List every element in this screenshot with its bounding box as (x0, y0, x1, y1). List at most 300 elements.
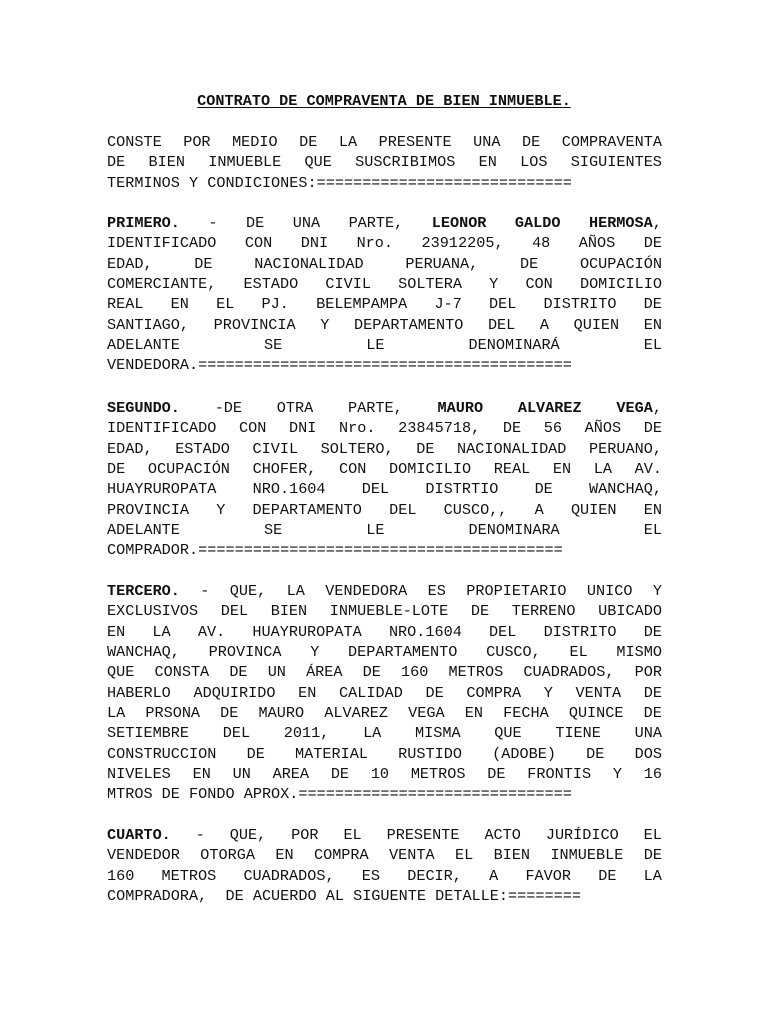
word-text: PRESENTE (378, 133, 452, 151)
word-text: SIGUIENTES (570, 153, 662, 172)
text-word (152, 622, 170, 642)
word-text: SOLTERO, (320, 439, 394, 458)
word-text: TERRENO (511, 602, 576, 621)
word-text: DE (643, 846, 662, 865)
text-word (107, 479, 216, 499)
word-text: OTORGA (200, 846, 255, 865)
text-word (426, 683, 444, 703)
text-word (644, 703, 662, 723)
word-text: DISTRTIO (425, 480, 499, 499)
text-word (107, 173, 572, 193)
word-text: UN (232, 765, 251, 784)
word-text: EN (552, 460, 572, 479)
text-word (363, 662, 381, 682)
text-word (348, 642, 457, 662)
word-text: CONSTRUCCION (107, 744, 217, 763)
text-word (525, 866, 571, 886)
text-word (520, 254, 538, 274)
document-title: CONTRATO DE COMPRAVENTA DE BIEN INMUEBLE. (197, 92, 571, 110)
text-word (107, 845, 180, 865)
word-text: -DE (214, 399, 243, 417)
word-text: VENTA (575, 683, 622, 702)
word-text: (ADOBE) (492, 744, 556, 763)
word-text: CIVIL (325, 275, 371, 294)
word-text: PROVINCA (208, 643, 282, 662)
text-line (107, 784, 662, 804)
word-text: DE (586, 744, 605, 763)
text-word (546, 825, 619, 845)
word-text: A (539, 315, 549, 334)
word-text: MATERIAL (295, 744, 368, 763)
text-word (416, 439, 434, 459)
text-word (484, 825, 520, 845)
text-word (428, 581, 446, 601)
word-text: DENOMINARA (468, 521, 560, 540)
word-text: WANCHAQ, (589, 480, 662, 499)
word-text: DE (598, 866, 617, 885)
text-line (107, 703, 662, 723)
word-text: QUE (107, 663, 135, 682)
word-text: UNA (292, 214, 321, 232)
text-word (555, 723, 601, 743)
word-text: UNA (473, 133, 501, 151)
text-word (264, 335, 282, 355)
text-word (644, 845, 662, 865)
text-word (425, 479, 498, 499)
word-text: 16 (643, 765, 662, 784)
text-word (209, 642, 282, 662)
text-word (522, 132, 540, 152)
text-word (259, 703, 305, 723)
text-word (320, 315, 329, 335)
word-text: DE (521, 133, 541, 151)
bold-text (107, 398, 180, 418)
text-line (107, 845, 662, 865)
text-word (487, 764, 505, 784)
text-word (253, 459, 317, 479)
word-text: AV. (197, 622, 226, 641)
word-text: PROPIETARIO (466, 582, 567, 600)
text-line (107, 315, 662, 335)
word-text: QUE, (229, 582, 267, 600)
text-word (466, 683, 521, 703)
word-text: DEPARTAMENTO (353, 315, 464, 334)
word-text: METROS (448, 663, 504, 682)
word-text: ESTADO (243, 275, 299, 294)
word-text: EN (643, 315, 662, 334)
word-text: VENDEDORA.========================================= (107, 356, 572, 375)
text-word (387, 825, 460, 845)
word-text: CUARTO. (107, 826, 171, 844)
word-text: BELEMPAMPA (316, 295, 408, 314)
word-text: INMUEBLE (550, 846, 624, 865)
text-word (644, 683, 662, 703)
word-text: - (208, 214, 218, 232)
text-word (295, 744, 368, 764)
text-line (107, 233, 662, 253)
bold-text (515, 213, 561, 233)
word-text: 23845718, (398, 419, 481, 438)
word-text: 2011, (283, 724, 330, 743)
text-word (215, 398, 242, 418)
text-word (262, 294, 289, 314)
word-text: LA (107, 704, 126, 723)
word-text: DOMICILIO (389, 460, 472, 479)
text-word (198, 622, 225, 642)
text-word (287, 581, 305, 601)
word-text: QUINCE (568, 704, 624, 723)
text-word (389, 845, 435, 865)
word-text: DE (487, 765, 506, 784)
word-text: DISTRITO (543, 295, 617, 314)
word-text: WANCHAQ, (107, 643, 180, 662)
word-text: PROVINCIA (213, 315, 296, 334)
word-text: HUAYRUROPATA (107, 480, 217, 499)
text-word (107, 662, 134, 682)
text-word (544, 622, 617, 642)
word-text: METROS (410, 765, 466, 784)
text-word (304, 152, 331, 172)
word-text: FRONTIS (527, 765, 592, 784)
word-text: A (534, 500, 544, 519)
text-word (171, 294, 189, 314)
text-line (107, 601, 662, 621)
word-text: EL (216, 295, 235, 314)
text-word (253, 479, 326, 499)
word-text: DE (416, 439, 435, 458)
text-word (489, 294, 516, 314)
word-text: 160 (107, 866, 135, 885)
text-word (325, 581, 407, 601)
text-word (371, 764, 389, 784)
word-text: JURÍDICO (545, 826, 619, 844)
text-word (107, 254, 153, 274)
text-word (107, 642, 180, 662)
word-text: OTRA (276, 399, 314, 417)
text-word (644, 233, 662, 253)
text-line (107, 744, 662, 764)
text-word (492, 744, 556, 764)
text-word (107, 294, 143, 314)
text-word (306, 662, 342, 682)
word-text: DE (643, 622, 662, 641)
text-word (362, 479, 389, 499)
text-word (149, 152, 185, 172)
word-text: TIENE (555, 724, 601, 743)
word-text: CIVIL (252, 439, 299, 458)
text-word (576, 683, 622, 703)
word-text: EL (643, 521, 662, 540)
text-word (598, 601, 662, 621)
word-text: HABERLO (107, 683, 171, 702)
text-word (247, 744, 265, 764)
word-text: EN (275, 846, 294, 865)
text-line (107, 459, 662, 479)
word-text: LE (366, 336, 385, 355)
word-text: DEL (361, 480, 390, 499)
word-text: SE (263, 521, 283, 540)
text-word (275, 845, 293, 865)
text-word (357, 233, 393, 253)
text-word (569, 642, 587, 662)
text-word (488, 315, 515, 335)
word-text: NRO.1604 (388, 622, 462, 641)
text-word (586, 744, 604, 764)
word-text: REAL (493, 460, 531, 479)
text-word (339, 418, 375, 438)
text-word (299, 132, 317, 152)
text-word (107, 315, 189, 335)
word-text: FECHA (503, 704, 549, 723)
text-word (520, 152, 547, 172)
word-text: DE (107, 153, 126, 172)
word-text: CON (239, 419, 267, 438)
word-text: CUSCO, (486, 643, 541, 662)
text-word (349, 213, 404, 233)
word-text: EDAD, (107, 439, 153, 458)
word-text: OCUPACIÓN (147, 460, 230, 479)
text-line (107, 683, 662, 703)
text-word (194, 254, 212, 274)
text-word (473, 132, 500, 152)
word-text: EXCLUSIVOS (107, 602, 199, 621)
word-text: REAL (107, 295, 144, 314)
word-text: QUE (494, 724, 522, 743)
text-word (494, 459, 530, 479)
text-word (252, 439, 298, 459)
text-word (644, 418, 662, 438)
word-text: CONSTA (154, 663, 210, 682)
text-word (196, 825, 205, 845)
text-word (635, 459, 662, 479)
word-text: SUSCRIBIMOS (355, 153, 456, 172)
bold-text (518, 398, 582, 418)
word-text: DOS (634, 744, 662, 763)
text-word (107, 764, 171, 784)
text-word (232, 132, 278, 152)
text-word (107, 500, 189, 520)
word-text: OCUPACIÓN (579, 254, 662, 273)
text-word (544, 294, 617, 314)
text-word (469, 335, 560, 355)
word-text: A (489, 866, 499, 885)
word-text: MISMO (616, 643, 662, 662)
text-word (183, 132, 210, 152)
word-text: DNI (289, 419, 317, 438)
text-word (587, 581, 633, 601)
punctuation: , (652, 214, 662, 232)
text-word (293, 213, 320, 233)
text-word (145, 703, 200, 723)
word-text: LA (643, 866, 662, 885)
word-text: DE (502, 419, 522, 438)
word-text: 160 (401, 663, 429, 682)
text-word (449, 662, 504, 682)
word-text: Y (320, 315, 330, 334)
text-word (230, 825, 266, 845)
clause-primero (107, 213, 662, 376)
word-text: Y (216, 500, 226, 519)
text-word (354, 315, 463, 335)
text-word (107, 683, 171, 703)
text-word (644, 866, 662, 886)
bold-text (107, 825, 171, 845)
word-text: ALVAREZ (517, 399, 582, 417)
word-text: POR (291, 826, 319, 844)
text-word (363, 723, 381, 743)
text-line (107, 274, 662, 294)
word-text: CALIDAD (339, 683, 403, 702)
text-word (644, 335, 662, 355)
word-text: CON (525, 275, 553, 294)
text-word (544, 683, 553, 703)
word-text: MEDIO (232, 133, 278, 151)
text-line (107, 479, 662, 499)
word-text: TERMINOS Y CONDICIONES:============================ (107, 173, 572, 192)
text-line (107, 355, 662, 375)
word-text: DE (220, 704, 239, 723)
word-text: COMPRA (466, 683, 522, 702)
word-text: CONSTE (107, 133, 162, 151)
text-word (389, 459, 471, 479)
text-word (229, 662, 247, 682)
text-line (107, 662, 662, 682)
word-text: DE (643, 704, 662, 723)
word-text: CUSCO,, (443, 500, 508, 519)
text-word (284, 723, 330, 743)
word-text: PRSONA (145, 704, 201, 723)
word-text: EN (478, 153, 497, 172)
word-text: BIEN (270, 602, 308, 621)
text-word (544, 418, 562, 438)
text-word (398, 274, 462, 294)
word-text: NIVELES (107, 765, 171, 784)
text-word (239, 418, 266, 438)
text-word (579, 233, 615, 253)
word-text: DE (246, 744, 265, 763)
text-word (644, 500, 662, 520)
text-word (571, 500, 617, 520)
text-line (107, 581, 662, 601)
text-word (107, 601, 198, 621)
word-text: METROS (161, 866, 217, 885)
text-word (253, 500, 362, 520)
word-text: NACIONALIDAD (457, 439, 567, 458)
word-text: PERUANA, (405, 254, 479, 273)
word-text: QUE, (229, 826, 267, 844)
word-text: EL (343, 826, 362, 844)
text-word (535, 479, 553, 499)
word-text: UNICO (586, 582, 633, 600)
text-word (107, 886, 581, 906)
word-text: VENDEDORA (325, 582, 408, 600)
text-word (348, 398, 403, 418)
text-word (362, 866, 380, 886)
text-word (479, 152, 497, 172)
text-word (107, 622, 125, 642)
text-word (208, 213, 217, 233)
word-text: Nro. (356, 234, 394, 253)
word-text: DE (194, 254, 213, 273)
word-text: UNA (634, 724, 662, 743)
text-word (644, 825, 662, 845)
text-word (644, 622, 662, 642)
word-text: SEGUNDO. (107, 399, 180, 417)
text-line (107, 540, 662, 560)
text-word (532, 233, 550, 253)
word-text: Nro. (339, 419, 376, 438)
word-text: Y (543, 683, 553, 702)
word-text: DEL (488, 295, 517, 314)
word-text: EL (454, 846, 474, 865)
text-word (244, 274, 299, 294)
word-text: DEL (389, 500, 417, 519)
text-word (233, 764, 251, 784)
text-word (494, 845, 530, 865)
word-text: EN (464, 704, 483, 723)
word-text: VENDEDOR (107, 846, 180, 865)
word-text: MISMA (415, 724, 461, 743)
word-text: POR (183, 133, 211, 151)
word-text: LA (593, 460, 612, 479)
text-word (503, 418, 521, 438)
word-text: DEL (220, 602, 249, 621)
text-word (434, 294, 461, 314)
word-text: DISTRITO (543, 622, 617, 641)
text-word (616, 642, 662, 662)
text-word (339, 132, 357, 152)
text-word (254, 254, 363, 274)
word-text: CON (244, 234, 273, 253)
word-text: LE (366, 521, 385, 540)
word-text: MAURO (258, 704, 305, 723)
word-text: J-7 (434, 295, 462, 314)
bold-text (437, 398, 483, 418)
word-text: SOLTERA (398, 275, 462, 294)
word-text: EDAD, (107, 254, 153, 273)
word-text: QUIEN (570, 500, 617, 519)
word-text: - (200, 582, 210, 600)
text-word (379, 132, 452, 152)
text-word (273, 764, 309, 784)
text-word (107, 233, 216, 253)
text-word (466, 581, 566, 601)
word-text: EN (192, 765, 211, 784)
word-text: VEGA (616, 399, 653, 417)
text-line (107, 500, 662, 520)
text-word (330, 601, 448, 621)
word-text: CUADRADOS, (523, 663, 615, 682)
word-text: SETIEMBRE (107, 724, 190, 743)
text-word (635, 662, 662, 682)
text-word (540, 315, 549, 335)
word-text: Y (489, 275, 499, 294)
word-text: DE (330, 765, 350, 784)
text-word (298, 683, 316, 703)
text-word (216, 500, 225, 520)
text-word (589, 439, 662, 459)
text-word (325, 274, 371, 294)
bold-text (616, 398, 662, 418)
word-text: Y (652, 582, 662, 600)
text-word (223, 723, 250, 743)
text-word (489, 274, 498, 294)
word-text: DE (643, 419, 662, 438)
text-word (512, 601, 576, 621)
word-text: COMERCIANTE, (107, 275, 217, 294)
word-text: RUSTIDO (398, 744, 462, 763)
word-text: DE (362, 663, 381, 682)
